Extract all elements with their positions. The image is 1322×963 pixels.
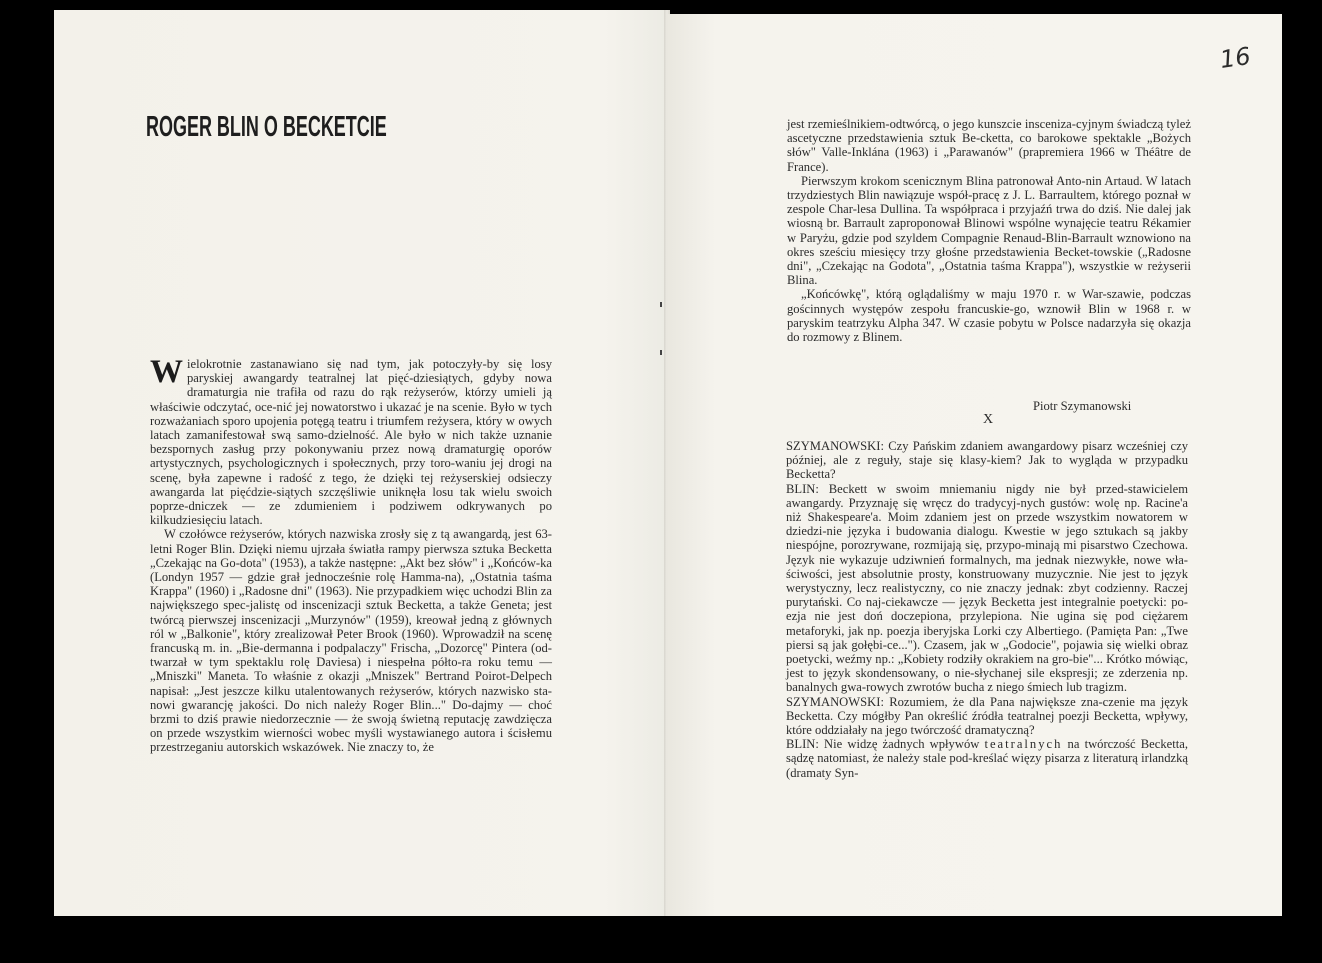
interview-turn: [786, 439, 1188, 482]
interview-turn: [786, 482, 1188, 695]
binding-dot: [660, 350, 662, 355]
interview-turn: [786, 695, 1188, 738]
author-signature: Piotr Szymanowski: [1033, 399, 1132, 413]
turn-text: Czy Pańskim zdaniem awangardowy pisarz wcześniej czy później, ale z reguły, staje się klasy-kiem? Jak to wygląda w przypadku Becketta?: [786, 439, 1188, 482]
paragraph-1: jest rzemieślnikiem-odtwórcą, o jego kunszcie insceniza-cyjnym świadczą tyleż ascetyczne przedstawienia sztuk Be-cketta, co barokowe spektakle „Bożych słów" Valle-Inklána (1963) i „Parawanów" (prapremiera 1966 w Théâtre de France).: [787, 117, 1191, 174]
right-page: [666, 14, 1282, 916]
speaker-label: BLIN:: [786, 481, 819, 496]
intro-paragraph: [150, 354, 552, 528]
second-paragraph: W czołówce reżyserów, których nazwiska zrosły się z tą awangardą, jest 63-letni Roger Blin. Dzięki niemu ujrzała światła rampy pierwsza sztuka Becketta „Czekając na Go-dota" (1953), a także następne: „Akt bez słów" i „Końców-ka (Londyn 1957 — gdzie grał jednocześnie rolę Hamma-na), „Ostatnia taśma Krappa" (1960) i „Radosne dni" (1963). Nie przypadkiem więc uchodzi Blin za największego spec-jalistę od inscenizacji sztuk Becketta, a także Geneta; jest twórcą pierwszej inscenizacji „Murzynów" (1959), kreował jedną z głównych ról w „Balkonie", który zrealizował Peter Brook (1960). Wprowadził na scenę francuską m. in. „Bie-dermanna i podpalaczy" Frischa, „Dozorcę" Pintera (od-twarzał w tym spektaklu rolę Daviesa) i niespełna półto-ra roku temu — „Mniszki" Maneta. To właśnie z okazji „Mniszek" Bertrand Poirot-Delpech napisał: „Jest jeszcze kilku utalentowanych reżyserów, których nazwisko sta-nowi gwarancję jakości. Do nich należy Roger Blin..." Do-dajmy — choć brzmi to dziś prawie niedorzecznie — że swoją świetną reputację zawdzięcza on przede wszystkim wierności wobec myśli wystawianego autora i ścisłemu przestrzeganiu autorskich wskazówek. Nie znaczy to, że: [150, 527, 552, 755]
paragraph-3: „Końcówkę", którą oglądaliśmy w maju 1970 r. w War-szawie, podczas gościnnych występów zespołu francuskie-go, wznowił Blin w 1968 r. w paryskim teatrzyku Alpha 347. W czasie pobytu w Polsce nadarzyła się okazja do rozmowy z Blinem.: [787, 287, 1191, 345]
intro-paragraph-text: ielokrotnie zastanawiano się nad tym, jak potoczyły-by się losy paryskiej awangardy teatralnej lat pięć-dziesiątych, gdyby nowa dramaturgia nie trafiła od razu do rąk reżyserów, którzy umieli ją właściwie odczytać, oce-nić jej nowatorstwo i ukazać je na scenie. Było w tych rozważaniach sporo upojenia potęgą teatru i triumfem reżysera, który w owych latach zamanifestował swą samo-dzielność. Ale było w nich także uznanie bezspornych zasług przy pokonywaniu przez nową dramaturgię oporów artystycznych, psychologicznych i społecznych, przy toro-waniu jej drogi na scenę, była zapewne i radość z tego, że dzięki tej reżyserskiej odsieczy awangarda lat pięćdzie-siątych szczęśliwie uniknęła losu tak wielu swoich poprze-dniczek — ze zdumieniem i podziwem odkrywanych po kilkudziesięciu latach.: [150, 357, 552, 528]
speaker-label: SZYMANOWSKI:: [786, 439, 884, 453]
right-page-intro: [787, 117, 1191, 344]
interview-block: [786, 439, 1188, 780]
turn-text: Rozumiem, że dla Pana największe zna-czenie ma język Becketta. Czy mógłby Pan określić źródła teatralnej poezji Becketta, wpływy, które oddziałały na jego twórczość dramatyczną?: [786, 694, 1188, 738]
paragraph-2: Pierwszym krokom scenicznym Blina patronował Anto-nin Artaud. W latach trzydziestych Blin nawiązuje współ-pracę z J. L. Barraultem, którego poznał w zespole Char-lesa Dullina. Ta współpraca i przyjaźń trwa do dziś. Nie dalej jak wiosną br. Barrault zaproponował Blinowi wspólne wynajęcie teatru Rékamier w Paryżu, gdzie pod szyldem Compagnie Renaud-Blin-Barrault wznowiono na okres sześciu miesięcy trzy głośne przedstawienia Becket-towskie („Radosne dni", „Czekając na Godota", „Ostatnia taśma Krappa"), wszystkie w reżyserii Blina.: [787, 173, 1191, 288]
interview-turn: [786, 737, 1188, 780]
drop-cap: W: [150, 354, 183, 390]
speaker-label: BLIN:: [786, 737, 819, 752]
left-page: [54, 10, 666, 916]
page-number: 16: [1218, 42, 1253, 74]
binding-dot: [660, 302, 662, 307]
left-page-body: [150, 354, 552, 755]
turn-text-after: na twórczość Becketta, sądzę natomiast, że należy stale pod-kreślać więzy pisarza z literaturą irlandzką (dramaty Syn-: [786, 737, 1188, 780]
turn-text: Nie widzę żadnych wpływów: [818, 737, 985, 752]
speaker-label: SZYMANOWSKI:: [786, 694, 884, 709]
section-separator: X: [983, 412, 994, 427]
article-title: ROGER BLIN O BECKETCIE: [146, 111, 387, 143]
turn-text: Beckett w swoim mniemaniu nigdy nie był przed-stawicielem awangardy. Przyznaję się wręcz do tradycyj-nych gustów: wolę np. Racine'a niż Shakespeare'a. Moim zdaniem jest on przede wszystkim nowatorem w dziedzi-nie języka i budowania dialogu. Kwestie w jego sztukach są jakby niespójne, porozrywane, rozmijają się, przypo-minają mi pisarstwo Czechowa. Język nie wykazuje udziwnień formalnych, ma jednak niezwykłe, nowe wła-ściwości, jest absolutnie prosty, konstruowany muzycznie. Nie jest to język werystyczny, lecz realistyczny, co nie znaczy jednak: zbyt codzienny. Raczej purytański. Co naj-ciekawcze — język Becketta jest integralnie poetycki: po-ezja nie jest doń doczepiona, przylepiona. Nie ugina się pod ciężarem metaforyki, jak np. poezja iberyjska Lorki czy Albertiego. (Pamięta Pan: „Twe piersi są jak gołębi-ce..."). Czasem, jak w „Godocie", pojawia się wielki obraz poetycki, weźmy np.: „Kobiety rodziły okrakiem na gro-bie"... Krótko mówiąc, jest to język skondensowany, o nie-słychanej sile ekspresji; ze zderzenia np. banalnych gwa-rowych zwrotów bucha z niego śmiech lub tragizm.: [786, 481, 1188, 695]
spaced-word: teatralnych: [984, 737, 1063, 752]
